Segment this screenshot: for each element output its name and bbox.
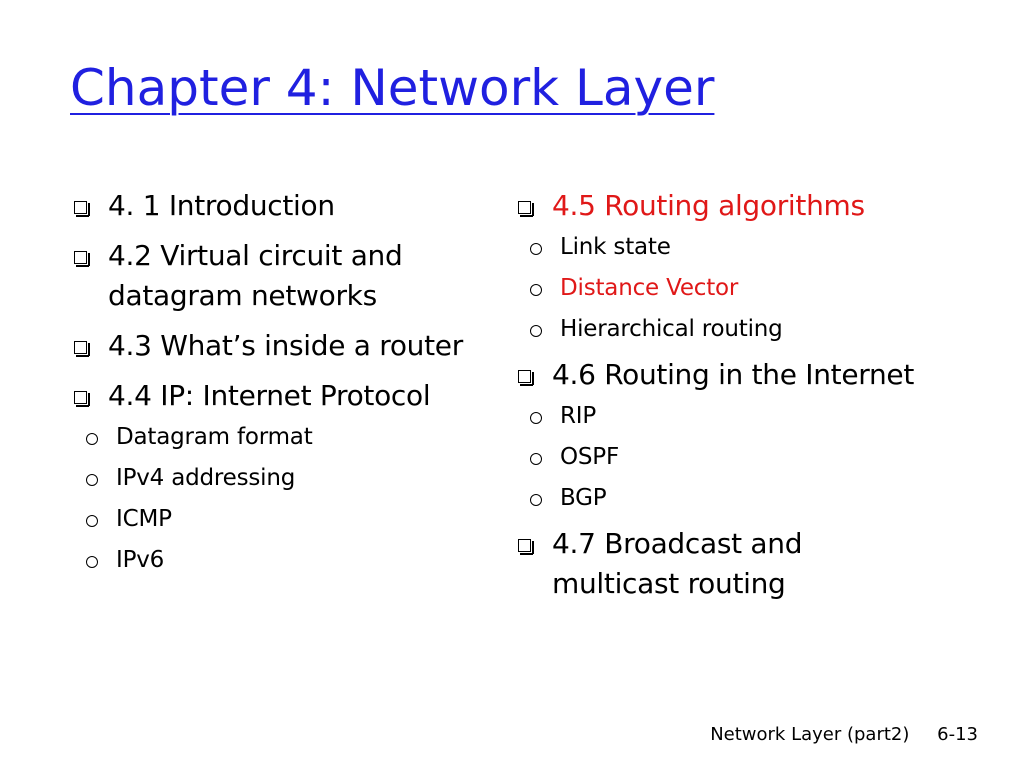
bullet-item xyxy=(514,355,924,513)
circle-bullet-icon xyxy=(86,474,98,486)
bullet-item xyxy=(70,236,490,316)
sub-bullet-item xyxy=(70,422,490,452)
sub-bullet-label: Link state xyxy=(560,234,671,260)
bullet-label-highlighted: 4.5 Routing algorithms xyxy=(552,189,865,222)
bullet-label: 4.4 IP: Internet Protocol xyxy=(108,379,431,412)
page-number: 6-13 xyxy=(937,724,978,745)
sub-bullet-item xyxy=(514,401,924,431)
bullet-label: 4.3 What’s inside a router xyxy=(108,329,463,362)
sub-bullet-label: IPv4 addressing xyxy=(116,465,296,491)
checkbox-bullet-icon xyxy=(518,370,531,383)
bullet-label: 4.6 Routing in the Internet xyxy=(552,358,915,391)
bullet-item xyxy=(514,186,924,344)
slide-title: Chapter 4: Network Layer xyxy=(70,59,715,117)
sub-list xyxy=(70,422,490,575)
checkbox-bullet-icon xyxy=(518,539,531,552)
bullet-item xyxy=(70,376,490,575)
sub-bullet-label: OSPF xyxy=(560,444,620,470)
right-column xyxy=(514,186,924,614)
checkbox-bullet-icon xyxy=(74,341,87,354)
circle-bullet-icon xyxy=(530,412,542,424)
circle-bullet-icon xyxy=(86,515,98,527)
sub-bullet-item xyxy=(514,314,924,344)
bullet-item xyxy=(514,524,924,604)
sub-list xyxy=(514,401,924,513)
circle-bullet-icon xyxy=(530,243,542,255)
bullet-item xyxy=(70,186,490,226)
sub-bullet-item xyxy=(514,483,924,513)
footer-text: Network Layer (part2) xyxy=(710,724,910,745)
circle-bullet-icon xyxy=(530,494,542,506)
sub-bullet-item xyxy=(70,504,490,534)
bullet-label: 4.7 Broadcast and multicast routing xyxy=(552,527,803,600)
sub-bullet-label: Datagram format xyxy=(116,424,313,450)
circle-bullet-icon xyxy=(86,556,98,568)
sub-bullet-label: RIP xyxy=(560,403,597,429)
sub-bullet-item xyxy=(70,463,490,493)
sub-list xyxy=(514,232,924,344)
bullet-label: 4.2 Virtual circuit and datagram networks xyxy=(108,239,403,312)
checkbox-bullet-icon xyxy=(74,251,87,264)
sub-bullet-label: BGP xyxy=(560,485,607,511)
bullet-item xyxy=(70,326,490,366)
sub-bullet-label: IPv6 xyxy=(116,547,165,573)
circle-bullet-icon xyxy=(530,284,542,296)
bullet-label: 4. 1 Introduction xyxy=(108,189,335,222)
sub-bullet-label: Hierarchical routing xyxy=(560,316,783,342)
slide-footer xyxy=(710,723,978,747)
sub-bullet-label: ICMP xyxy=(116,506,172,532)
sub-bullet-item xyxy=(514,232,924,262)
sub-bullet-item xyxy=(514,273,924,303)
sub-bullet-label-highlighted: Distance Vector xyxy=(560,275,739,301)
checkbox-bullet-icon xyxy=(74,391,87,404)
checkbox-bullet-icon xyxy=(518,201,531,214)
left-column xyxy=(70,186,490,586)
circle-bullet-icon xyxy=(86,433,98,445)
checkbox-bullet-icon xyxy=(74,201,87,214)
sub-bullet-item xyxy=(70,545,490,575)
circle-bullet-icon xyxy=(530,453,542,465)
sub-bullet-item xyxy=(514,442,924,472)
circle-bullet-icon xyxy=(530,325,542,337)
